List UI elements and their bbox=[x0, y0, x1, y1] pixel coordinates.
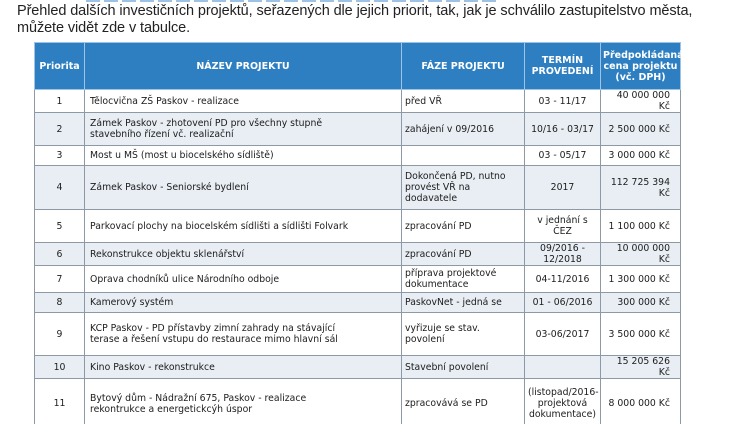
table-header bbox=[35, 43, 684, 90]
cell-faze-line-2: dokumentace bbox=[405, 279, 469, 290]
header-priorita-label: Priorita bbox=[39, 60, 80, 72]
header-cena-line-1: Předpokládaná bbox=[603, 49, 684, 61]
cell-faze-line-1: zpracovává se PD bbox=[405, 398, 488, 409]
cell-cena: 10 000 000 Kč bbox=[601, 243, 681, 266]
cell-cena: 3 000 000 Kč bbox=[601, 146, 681, 166]
cell-termin bbox=[525, 379, 601, 428]
header-termin bbox=[525, 43, 601, 90]
cell-priorita: 4 bbox=[35, 166, 85, 210]
cell-faze-line-1: zpracování PD bbox=[405, 220, 472, 232]
cell-faze bbox=[402, 146, 525, 166]
cell-faze bbox=[402, 356, 525, 379]
header-termin-line-2: PROVEDENÍ bbox=[531, 66, 594, 77]
cell-nazev-line-1: Kamerový systém bbox=[90, 297, 174, 308]
cell-cena: 1 300 000 Kč bbox=[601, 266, 681, 293]
cell-priorita: 3 bbox=[35, 146, 85, 166]
header-cena-line-2: cena projektu bbox=[603, 60, 678, 72]
table-row bbox=[35, 293, 681, 313]
cell-priorita: 10 bbox=[35, 356, 85, 379]
cell-nazev bbox=[85, 266, 402, 293]
cell-cena: 15 205 626 Kč bbox=[601, 356, 681, 379]
table-row bbox=[35, 356, 681, 379]
cell-nazev-line-1: Rekonstrukce objektu sklenářství bbox=[90, 248, 245, 260]
cell-termin bbox=[525, 356, 601, 379]
header-faze-label: FÁZE PROJEKTU bbox=[421, 60, 505, 72]
cell-cena: 300 000 Kč bbox=[601, 293, 681, 313]
cell-priorita: 2 bbox=[35, 113, 85, 146]
cell-nazev-line-1: Zámek Paskov - Seniorské bydlení bbox=[90, 182, 249, 193]
cell-nazev-line-2: terase a řešení vstupu do restaurace mimo hlavní sál bbox=[90, 334, 338, 345]
intro-line-2: můžete vidět zde v tabulce. bbox=[17, 20, 191, 36]
table-row bbox=[35, 313, 681, 356]
cell-cena: 2 500 000 Kč bbox=[601, 113, 681, 146]
cell-priorita: 8 bbox=[35, 293, 85, 313]
header-row bbox=[35, 43, 681, 90]
cell-termin-line-3: dokumentace) bbox=[528, 409, 597, 420]
table-row bbox=[35, 113, 681, 146]
cell-nazev-line-1: Tělocvična ZŠ Paskov - realizace bbox=[90, 95, 240, 107]
cell-cena: 1 100 000 Kč bbox=[601, 210, 681, 243]
cell-nazev-line-1: Zámek Paskov - zhotovení PD pro všechny stupně bbox=[90, 118, 323, 129]
cell-faze bbox=[402, 266, 525, 293]
cell-faze-line-1: příprava projektové bbox=[405, 268, 497, 279]
cell-nazev bbox=[85, 293, 402, 313]
cell-nazev-line-1: Bytový dům - Nádražní 675, Paskov - realizace bbox=[90, 392, 307, 404]
cell-faze-line-1: před VŘ bbox=[405, 95, 442, 107]
intro-line-1: Přehled dalších investičních projektů, seřazených dle jejich priorit, tak, jak je schválilo zastupitelstvo města, bbox=[17, 3, 693, 19]
cell-faze bbox=[402, 113, 525, 146]
cell-faze-line-1: vyřizuje se stav. bbox=[405, 323, 480, 334]
header-cena-line-3: (vč. DPH) bbox=[615, 71, 666, 83]
cell-nazev bbox=[85, 379, 402, 428]
header-priorita bbox=[35, 43, 85, 90]
cropped-heading-remnant bbox=[86, 0, 496, 2]
cell-nazev bbox=[85, 313, 402, 356]
table-body bbox=[35, 90, 681, 428]
table-row bbox=[35, 166, 681, 210]
cell-priorita: 9 bbox=[35, 313, 85, 356]
cell-termin: 2017 bbox=[525, 166, 601, 210]
cell-faze bbox=[402, 313, 525, 356]
cell-priorita: 5 bbox=[35, 210, 85, 243]
cell-nazev bbox=[85, 243, 402, 266]
cell-faze-line-2: povolení bbox=[405, 334, 445, 345]
cell-termin: 03 - 11/17 bbox=[525, 90, 601, 113]
cell-priorita: 11 bbox=[35, 379, 85, 428]
cell-faze bbox=[402, 293, 525, 313]
cell-nazev-line-1: KCP Paskov - PD přístavby zimní zahrady na stávající bbox=[90, 323, 336, 334]
table-row bbox=[35, 379, 681, 428]
intro-paragraph bbox=[17, 3, 717, 37]
cell-nazev-line-1: Most u MŠ (most u biocelského sídliště) bbox=[90, 150, 274, 161]
cell-nazev bbox=[85, 113, 402, 146]
cell-faze bbox=[402, 210, 525, 243]
cell-nazev-line-1: Parkovací plochy na biocelském sídlišti a sídlišti Folvark bbox=[90, 220, 349, 232]
cell-nazev-line-2: rekontrukce a energetickcýh úspor bbox=[90, 403, 253, 415]
cell-faze bbox=[402, 243, 525, 266]
cell-termin: 04-11/2016 bbox=[525, 266, 601, 293]
cell-nazev bbox=[85, 356, 402, 379]
cell-faze-line-1: zpracování PD bbox=[405, 248, 472, 260]
cell-cena: 8 000 000 Kč bbox=[601, 379, 681, 428]
cell-termin: 10/16 - 03/17 bbox=[525, 113, 601, 146]
header-termin-line-1: TERMÍN bbox=[541, 55, 584, 66]
cell-nazev bbox=[85, 210, 402, 243]
header-faze bbox=[402, 43, 525, 90]
page-edge bbox=[0, 424, 730, 428]
cell-faze-line-1: zahájení v 09/2016 bbox=[405, 123, 494, 135]
cell-termin: 03-06/2017 bbox=[525, 313, 601, 356]
cell-termin: 01 - 06/2016 bbox=[525, 293, 601, 313]
cell-nazev-line-1: Kino Paskov - rekonstrukce bbox=[90, 361, 215, 373]
cell-nazev-line-2: stavebního řízení vč. realizační bbox=[90, 129, 234, 140]
projects-table bbox=[34, 42, 684, 428]
cell-cena: 3 500 000 Kč bbox=[601, 313, 681, 356]
table-row bbox=[35, 146, 681, 166]
cell-termin-line-2: projektová bbox=[537, 398, 588, 409]
cell-termin: v jednání s ČEZ bbox=[525, 210, 601, 243]
cell-faze bbox=[402, 90, 525, 113]
header-cena bbox=[601, 43, 684, 90]
cell-nazev bbox=[85, 166, 402, 210]
cell-nazev-line-1: Oprava chodníků ulice Národního odboje bbox=[90, 273, 280, 285]
cell-nazev bbox=[85, 146, 402, 166]
cell-termin-line-1: (listopad/2016- bbox=[528, 387, 599, 398]
cell-termin: 09/2016 - 12/2018 bbox=[525, 243, 601, 266]
cell-nazev bbox=[85, 90, 402, 113]
cell-priorita: 6 bbox=[35, 243, 85, 266]
table-row bbox=[35, 266, 681, 293]
cell-priorita: 7 bbox=[35, 266, 85, 293]
cell-faze-line-1: Dokončená PD, nutno bbox=[405, 171, 506, 182]
cell-cena: 40 000 000 Kč bbox=[601, 90, 681, 113]
cell-faze-line-1: PaskovNet - jedná se bbox=[405, 297, 502, 308]
cell-cena: 112 725 394 Kč bbox=[601, 166, 681, 210]
header-nazev bbox=[85, 43, 402, 90]
cell-faze bbox=[402, 166, 525, 210]
cell-termin: 03 - 05/17 bbox=[525, 146, 601, 166]
table-row bbox=[35, 243, 681, 266]
cell-priorita: 1 bbox=[35, 90, 85, 113]
cell-faze-line-1: Stavební povolení bbox=[405, 361, 489, 373]
cell-faze-line-2: provést VŘ na bbox=[405, 182, 471, 193]
cell-faze bbox=[402, 379, 525, 428]
table-row bbox=[35, 210, 681, 243]
cell-faze-line-3: dodavatele bbox=[405, 193, 458, 204]
table-row bbox=[35, 90, 681, 113]
header-nazev-label: NÁZEV PROJEKTU bbox=[196, 60, 290, 72]
projects-table-wrapper bbox=[34, 42, 684, 428]
